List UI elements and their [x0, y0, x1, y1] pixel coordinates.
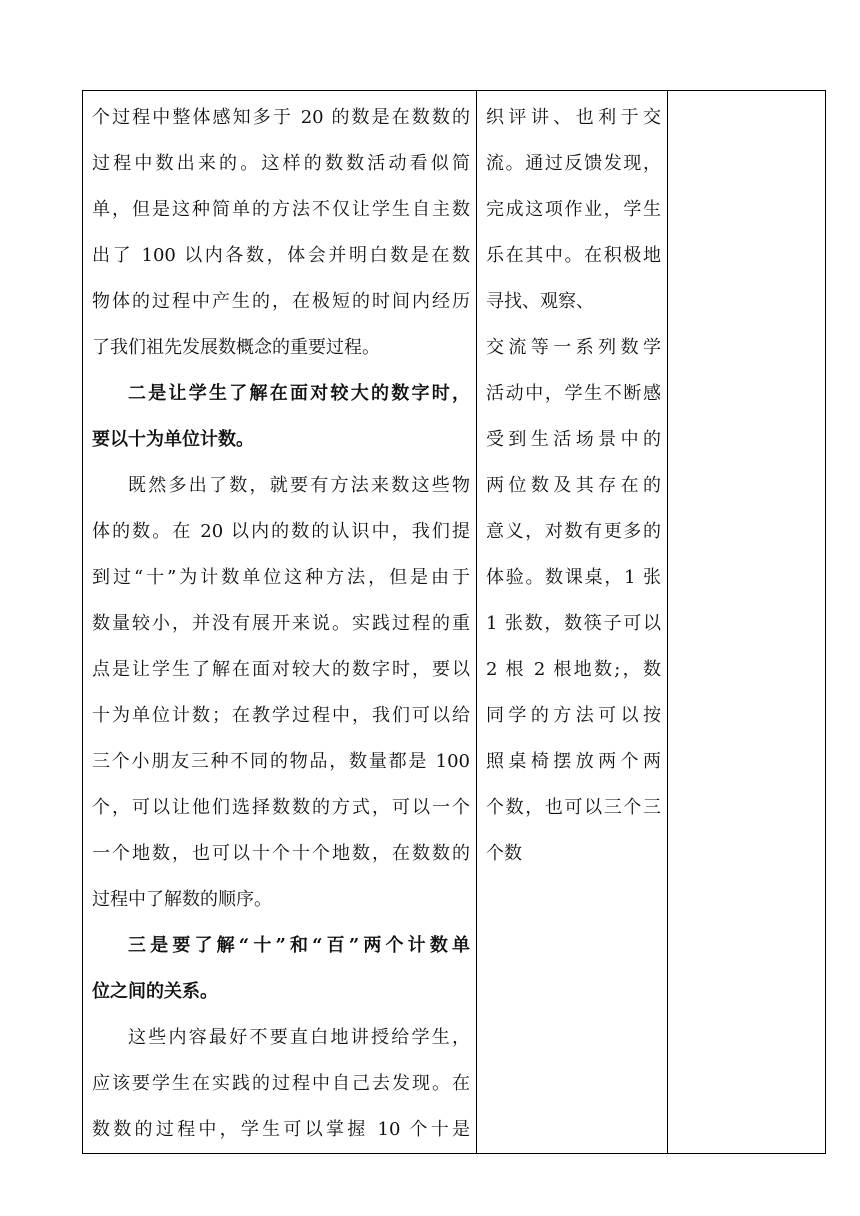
- text-line: 十为单位计数；在教学过程中，我们可以给: [92, 705, 470, 726]
- text-line: 交流等一系列数学: [486, 337, 661, 358]
- text-line: 活动中，学生不断感: [486, 383, 661, 404]
- table-cell-content: [83, 91, 477, 1154]
- text-line: 数量较小，并没有展开来说。实践过程的重: [92, 613, 470, 634]
- text-line: 物体的过程中产生的，在极短的时间内经历: [92, 291, 470, 312]
- text-line: 同学的方法可以按: [486, 705, 661, 726]
- text-line: 位之间的关系。: [92, 981, 218, 1002]
- text-line: 过程中数出来的。这样的数数活动看似简: [92, 153, 470, 174]
- text-line: 1 张数，数筷子可以: [486, 613, 661, 634]
- text-line: 数数的过程中，学生可以掌握 10 个十是: [92, 1119, 470, 1140]
- text-line: 流。通过反馈发现，: [486, 153, 661, 174]
- text-line: 个数: [486, 843, 522, 864]
- text-line: 两位数及其存在的: [486, 475, 661, 496]
- text-line: 了我们祖先发展数概念的重要过程。: [92, 337, 380, 358]
- text-line: 个过程中整体感知多于 20 的数是在数数的: [92, 107, 470, 128]
- text-line: 个数，也可以三个三: [486, 797, 661, 818]
- text-line: 这些内容最好不要直白地讲授给学生，: [128, 1027, 470, 1048]
- text-line: 织评讲、也利于交: [486, 107, 661, 128]
- text-line: 体的数。在 20 以内的数的认识中，我们提: [92, 521, 470, 542]
- text-line: 要以十为单位计数。: [92, 429, 254, 450]
- text-line: 应该要学生在实践的过程中自己去发现。在: [92, 1073, 470, 1094]
- text-line: 受到生活场景中的: [486, 429, 661, 450]
- text-line: 点是让学生了解在面对较大的数字时，要以: [92, 659, 470, 680]
- text-line: 2 根 2 根地数;，数: [486, 659, 661, 680]
- text-line: 个，可以让他们选择数数的方式，可以一个: [92, 797, 470, 818]
- text-line: 照桌椅摆放两个两: [486, 751, 661, 772]
- text-line: 既然多出了数，就要有方法来数这些物: [128, 475, 470, 496]
- content-paragraphs: [83, 91, 476, 1153]
- text-line: 过程中了解数的顺序。: [92, 889, 272, 910]
- evaluation-paragraphs: [477, 91, 667, 877]
- table-row: [83, 91, 826, 1154]
- table-cell-evaluation: [477, 91, 668, 1154]
- text-line: 完成这项作业，学生: [486, 199, 661, 220]
- text-line: 三个小朋友三种不同的物品，数量都是 100: [92, 751, 470, 772]
- text-line: 乐在其中。在积极地: [486, 245, 661, 266]
- text-line: 体验。数课桌，1 张: [486, 567, 661, 588]
- document-table: [82, 90, 826, 1154]
- text-line: 寻找、观察、: [486, 291, 594, 312]
- text-line: 意义，对数有更多的: [486, 521, 661, 542]
- text-line: 二是让学生了解在面对较大的数字时，: [128, 383, 470, 404]
- text-line: 到过“十”为计数单位这种方法，但是由于: [92, 567, 470, 588]
- text-line: 一个地数，也可以十个十个地数，在数数的: [92, 843, 470, 864]
- text-line: 三是要了解“十”和“百”两个计数单: [128, 935, 470, 956]
- table-cell-empty: [668, 91, 826, 1154]
- text-line: 单，但是这种简单的方法不仅让学生自主数: [92, 199, 470, 220]
- text-line: 出了 100 以内各数，体会并明白数是在数: [92, 245, 470, 266]
